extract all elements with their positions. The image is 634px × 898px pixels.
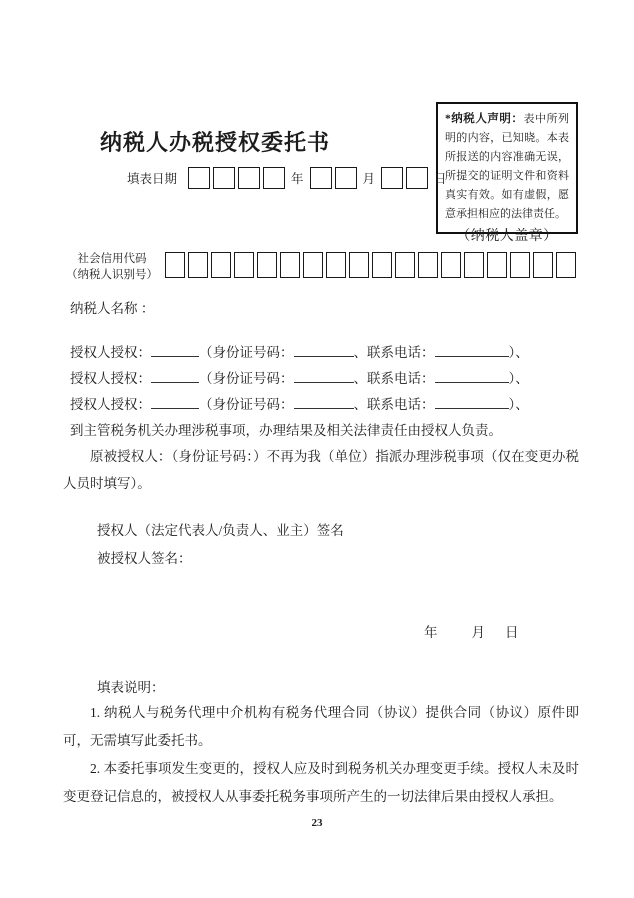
taxpayer-id-boxes xyxy=(165,252,576,278)
fill-box xyxy=(238,167,260,189)
id-number-blank xyxy=(294,343,354,357)
signature-date-line xyxy=(424,621,519,641)
fill-box xyxy=(280,252,300,278)
sign-date-day-label: 日 xyxy=(505,625,519,640)
fill-box xyxy=(257,252,277,278)
authorized-signature-label: 被授权人签名： xyxy=(97,551,192,566)
taxpayer-id-label-line2: （纳税人识别号） xyxy=(66,269,158,281)
fill-box xyxy=(188,252,208,278)
fill-box xyxy=(441,252,461,278)
auth-phone-label: 、联系电话： xyxy=(353,397,435,412)
auth-id-label: （身份证号码： xyxy=(199,397,294,412)
phone-number-blank xyxy=(435,395,509,409)
instructions-heading: 填表说明： xyxy=(97,680,165,695)
fill-box xyxy=(213,167,235,189)
auth-phone-label: 、联系电话： xyxy=(353,371,435,386)
taxpayer-declaration-box xyxy=(436,102,578,244)
auth-id-label: （身份证号码： xyxy=(199,345,294,360)
sign-date-month-label: 月 xyxy=(471,625,485,640)
taxpayer-seal-line: （纳税人盖章） xyxy=(456,229,558,244)
phone-number-blank xyxy=(435,369,509,383)
fill-box xyxy=(406,167,428,189)
fill-box xyxy=(372,252,392,278)
taxpayer-id-label-line1: 社会信用代码 xyxy=(77,253,147,265)
fill-box xyxy=(464,252,484,278)
authorized-person-name-blank xyxy=(151,343,199,357)
fill-box xyxy=(234,252,254,278)
auth-prefix: 授权人授权： xyxy=(70,397,151,412)
fill-box xyxy=(165,252,185,278)
fill-box xyxy=(418,252,438,278)
authorization-line-1 xyxy=(70,343,529,363)
instruction-item-1: 1. 纳税人与税务代理中介机构有税务代理合同（协议）提供合同（协议）原件即可，无需填写此委托书。 xyxy=(63,705,579,748)
fill-box xyxy=(211,252,231,278)
instruction-item-2: 2. 本委托事项发生变更的，授权人应及时到税务机关办理变更手续。授权人未及时变更登记信息的，被授权人从事委托税务事项所产生的一切法律后果由授权人承担。 xyxy=(63,761,579,804)
auth-suffix: ）、 xyxy=(508,371,529,386)
taxpayer-id-label xyxy=(60,251,164,283)
fill-box xyxy=(303,252,323,278)
fill-date-row xyxy=(127,167,453,189)
id-number-blank xyxy=(294,369,354,383)
auth-prefix: 授权人授权： xyxy=(70,371,151,386)
phone-number-blank xyxy=(435,343,509,357)
fill-box xyxy=(510,252,530,278)
sign-date-year-label: 年 xyxy=(424,625,438,640)
fill-date-month-boxes xyxy=(310,167,357,189)
auth-suffix: ）、 xyxy=(508,397,529,412)
fill-box xyxy=(188,167,210,189)
fill-box xyxy=(349,252,369,278)
authorizer-signature-label: 授权人（法定代表人/负责人、业主）签名 xyxy=(97,523,344,538)
fill-box xyxy=(533,252,553,278)
id-number-blank xyxy=(294,395,354,409)
fill-box xyxy=(487,252,507,278)
fill-box xyxy=(326,252,346,278)
authorized-person-name-blank xyxy=(151,395,199,409)
auth-suffix: ）、 xyxy=(508,345,529,360)
fill-box xyxy=(395,252,415,278)
fill-date-year-boxes xyxy=(188,167,285,189)
year-unit-label: 年 xyxy=(291,172,304,186)
fill-box xyxy=(310,167,332,189)
declaration-body: 表中所列明的内容，已知晓。本表所报送的内容准确无误，所提交的证明文件和资料真实有效。如有虚假，愿意承担相应的法律责任。 xyxy=(445,113,570,220)
form-title: 纳税人办税授权委托书 xyxy=(99,130,330,155)
fill-date-day-boxes xyxy=(381,167,428,189)
fill-box xyxy=(556,252,576,278)
declaration-text xyxy=(445,110,569,224)
month-unit-label: 月 xyxy=(362,172,376,186)
authorization-line-2 xyxy=(70,369,529,389)
authorization-line-3 xyxy=(70,395,529,415)
revocation-paragraph: 原被授权人：（身份证号码：）不再为我（单位）指派办理涉税事项（仅在变更办税人员时填写）。 xyxy=(63,449,579,491)
auth-phone-label: 、联系电话： xyxy=(353,345,435,360)
declaration-heading: *纳税人声明： xyxy=(445,113,524,125)
taxpayer-name-label: 纳税人名称 ： xyxy=(70,301,155,316)
fill-box xyxy=(335,167,357,189)
auth-id-label: （身份证号码： xyxy=(199,371,294,386)
fill-box xyxy=(263,167,285,189)
page-number: 23 xyxy=(311,817,323,829)
authorized-person-name-blank xyxy=(151,369,199,383)
fill-box xyxy=(381,167,403,189)
day-unit-label: 日 xyxy=(434,172,447,186)
authorization-purpose: 到主管税务机关办理涉税事项，办理结果及相关法律责任由授权人负责。 xyxy=(70,423,502,438)
fill-date-label: 填表日期 xyxy=(127,172,178,186)
auth-prefix: 授权人授权： xyxy=(70,345,151,360)
